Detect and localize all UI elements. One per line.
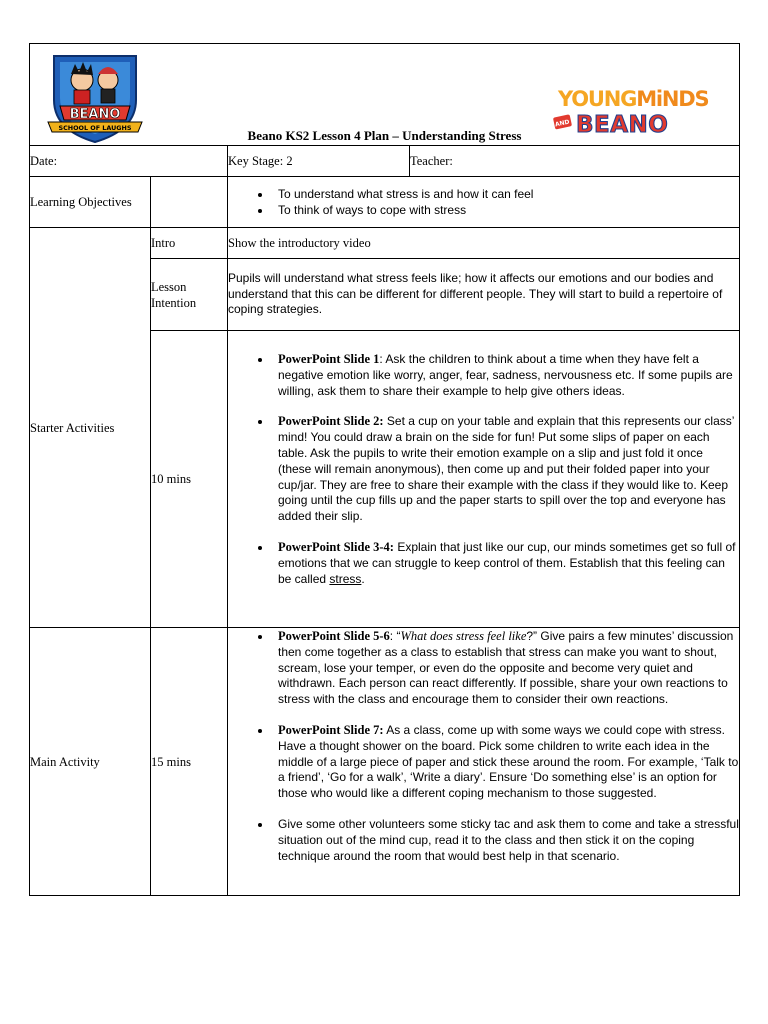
key-stage-label: Key Stage: 2	[228, 154, 293, 168]
svg-text:BEANO: BEANO	[576, 112, 669, 138]
learning-objectives-label: Learning Objectives	[30, 177, 151, 228]
lesson-intention-text: Pupils will understand what stress feels like; how it affects our emotions and our bodies and understand that this can be different for different people. They will start to build a repertoire of coping strategies.	[228, 259, 740, 331]
starter-slide-item: • PowerPoint Slide 2: Set a cup on your table and explain that this represents our class’ mind! You could draw a brain on the side for fun! Put some slips of paper on each table. Ask the pupils to write their emotion example on a slip and just fold it once (these will remain anonymous), then come up and put their folded paper into your cup/jar. They are free to share their example with the class if they would like to. Keep going until the cup fills up and the paper starts to spill over the top and everyone has added their slip.	[272, 414, 739, 525]
date-label: Date:	[30, 154, 58, 168]
starter-slide-item: • PowerPoint Slide 3-4: Explain that just like our cup, our minds sometimes get so full of emotions that we can struggle to keep control of them. Establish that this feeling can be called stress.	[272, 540, 739, 587]
main-activity-list	[228, 629, 739, 864]
main-activity-label: Main Activity	[30, 628, 151, 896]
starter-activities-label: Starter Activities	[30, 228, 151, 628]
lesson-plan-table	[29, 43, 740, 896]
intro-text: Show the introductory video	[228, 228, 740, 259]
svg-text:YOUNGMiNDS: YOUNGMiNDS	[558, 87, 709, 111]
starter-slides-cell	[228, 331, 740, 628]
main-extra-item: • Give some other volunteers some sticky tac and ask them to come and take a stressful situation out of the mind cup, read it to the class and then stick it on the coping technique around the room that would best help in that scenario.	[272, 817, 739, 864]
starter-duration: 10 mins	[151, 331, 228, 628]
teacher-label: Teacher:	[410, 154, 453, 168]
learning-objectives-spacer	[151, 177, 228, 228]
main-duration: 15 mins	[151, 628, 228, 896]
svg-text:AND: AND	[554, 118, 571, 129]
main-slide-item: • PowerPoint Slide 7: As a class, come up with some ways we could cope with stress. Have a thought shower on the board. Pick some children to write each idea in the middle of a large piece of paper and stick these around the room. For example, ‘Talk to a friend’, ‘Go for a walk’, ‘Write a diary’. Ensure ‘Do something else’ is an option for those who would like a different coping mechanism to those suggested.	[272, 723, 739, 802]
objectives-list	[228, 186, 739, 218]
stress-underlined: stress	[329, 571, 362, 586]
document-title: Beano KS2 Lesson 4 Plan – Understanding Stress	[247, 128, 522, 143]
main-slide-item: • PowerPoint Slide 5-6: “What does stress feel like?” Give pairs a few minutes’ discussion then come together as a class to establish that stress can make you want to shout, scream, lose your temper, or even do the opposite and become very quiet and withdrawn. Each person can react differently. If possible, share your own reactions to stress with the class and encourage them to consider their own reactions.	[272, 629, 739, 708]
svg-text:SCHOOL OF LAUGHS: SCHOOL OF LAUGHS	[58, 124, 132, 132]
objective-item: • To think of ways to cope with stress	[272, 202, 739, 218]
learning-objectives-cell	[228, 177, 740, 228]
starter-slides-list	[228, 352, 739, 587]
main-activity-cell	[228, 628, 740, 896]
svg-text:BEANO: BEANO	[69, 107, 121, 122]
starter-slide-item: • PowerPoint Slide 1: Ask the children to think about a time when they have felt a negative emotion like worry, anger, fear, sadness, nervousness etc. If some pupils are willing, ask them to share their example to help give others ideas.	[272, 352, 739, 399]
intro-label: Intro	[151, 228, 228, 259]
teacher-cell	[410, 146, 740, 177]
lesson-intention-label: Lesson Intention	[151, 259, 228, 331]
objective-item: • To understand what stress is and how it can feel	[272, 186, 739, 202]
key-stage-cell	[228, 146, 410, 177]
date-cell	[30, 146, 228, 177]
header-cell	[30, 44, 740, 146]
